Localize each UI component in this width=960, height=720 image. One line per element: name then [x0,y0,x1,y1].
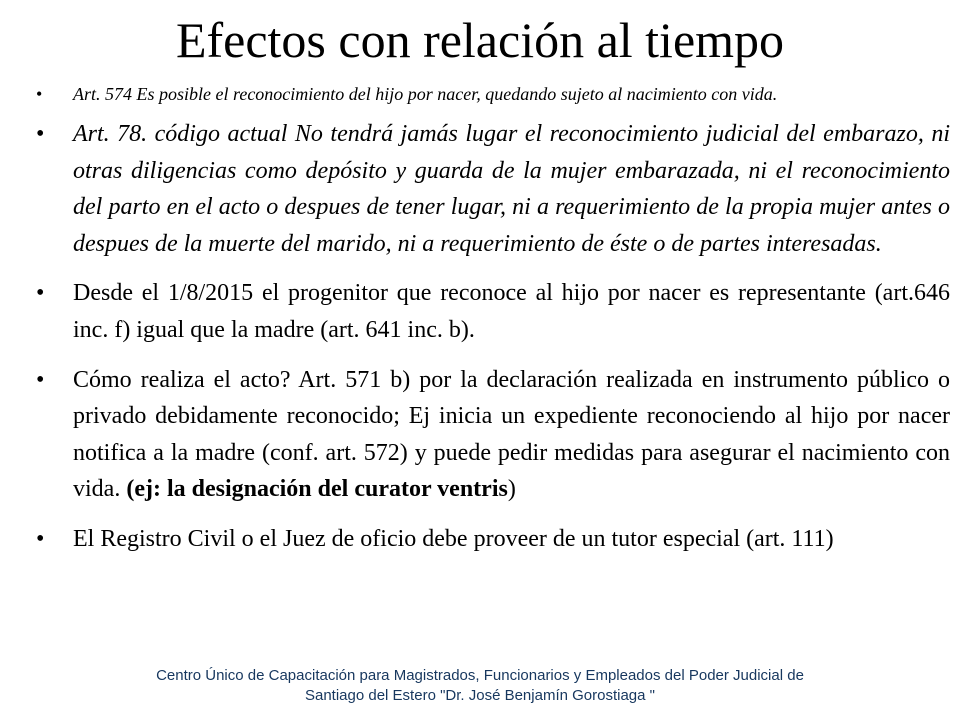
bullet-text-part: ) [507,476,516,503]
bullet-text: Art. 574 Es posible el reconocimiento del hijo por nacer, quedando sujeto al nacimiento con vida. [73,84,778,104]
slide-content [36,78,950,558]
bullet-text [73,367,950,503]
bullet-dot-icon: • [36,280,45,307]
bullet-text: Art. 78. código actual No tendrá jamás lugar el reconocimiento judicial del embarazo, ni otras diligencias como depósito y guarda de la mujer embarazada, ni el reconocimiento del parto en el acto o despues de tener lugar, ni a requerimiento de la propia mujer antes o despues de la muerte del marido, ni a requerimiento de éste o de partes interesadas. [73,121,950,257]
bullet-item [36,116,950,262]
footer-line: Centro Único de Capacitación para Magistrados, Funcionarios y Empleados del Poder Judicial de [156,667,804,684]
bullet-dot-icon: • [36,84,43,104]
bullet-text-part: Cómo realiza el acto? Art. 571 b) por la declaración realizada en instrumento público o privado debidamente reconocido; Ej inicia un expediente reconociendo al hijo por nacer notifica a la madre (conf. art. 572) y puede pedir medidas para asegurar el nacimiento con vida. [73,366,950,503]
bullet-text: Desde el 1/8/2015 el progenitor que reconoce al hijo por nacer es representante (art.646 inc. f) igual que la madre (art. 641 inc. b). [73,280,950,343]
bullet-dot-icon: • [36,121,45,147]
slide-title: Efectos con relación al tiempo [175,12,785,68]
bullet-text: El Registro Civil o el Juez de oficio debe proveer de un tutor especial (art. 111) [73,525,834,552]
bullet-item [36,78,950,110]
bullet-dot-icon: • [36,366,45,393]
bullet-item [36,362,950,508]
bullet-dot-icon: • [36,525,45,552]
bullet-item [36,275,950,348]
footer-line: Santiago del Estero "Dr. José Benjamín Gorostiaga " [304,687,655,704]
footer [80,666,880,706]
bullet-text-bold: (ej: la designación del curator ventris [126,476,508,503]
bullet-item [36,521,950,558]
